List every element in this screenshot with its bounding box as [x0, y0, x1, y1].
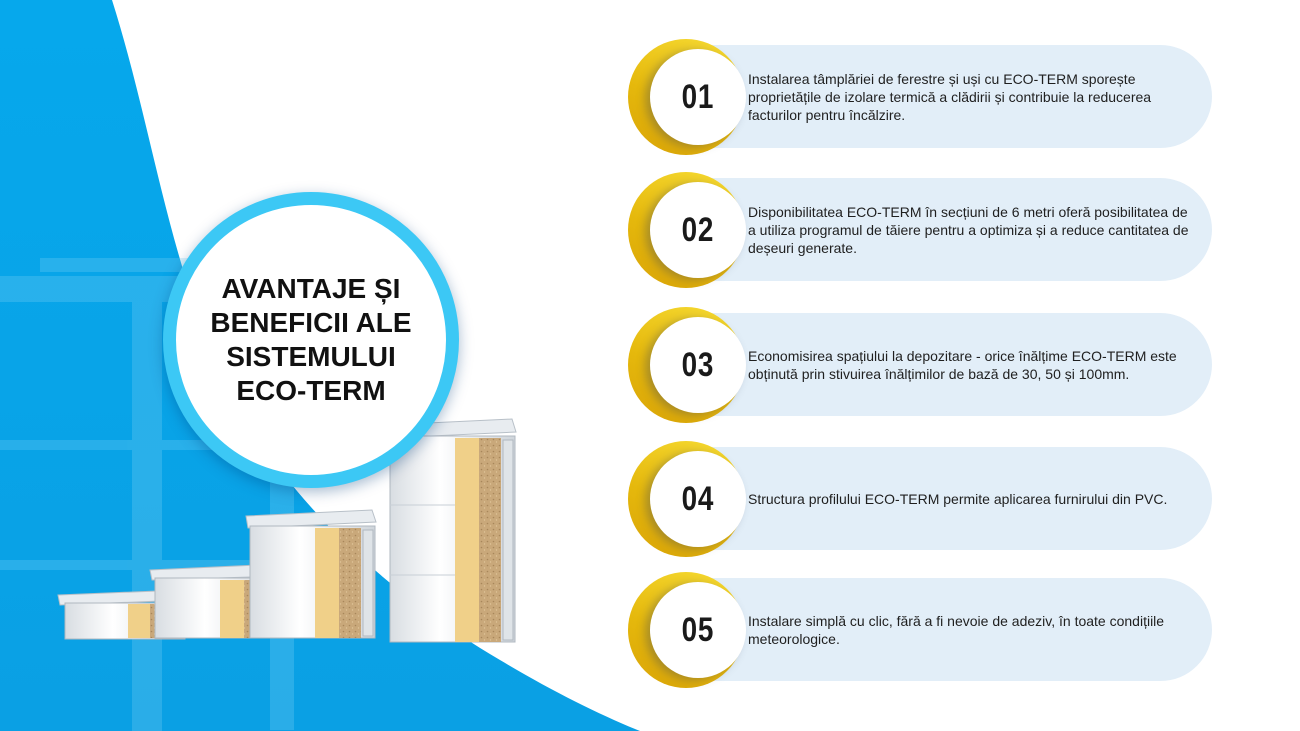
benefit-card-5	[630, 578, 1212, 681]
number-badge	[650, 582, 746, 678]
slide-title: AVANTAJE ȘI BENEFICII ALE SISTEMULUI ECO-TERM	[210, 273, 412, 406]
benefit-text: Economisirea spațiului la depozitare - orice înălțime ECO-TERM este obținută prin stivuirea înălțimilor de bază de 30, 50 și 100mm.	[748, 347, 1177, 382]
benefit-card-4	[630, 447, 1212, 550]
number-badge	[650, 451, 746, 547]
benefit-number: 01	[681, 77, 715, 116]
benefit-card-2	[630, 178, 1212, 281]
benefit-card-1	[630, 45, 1212, 148]
benefit-text: Instalarea tâmplăriei de ferestre și uși cu ECO-TERM sporește proprietățile de izolare termică a clădirii și contribuie la reducerea facturilor pentru încălzire.	[748, 70, 1152, 123]
benefit-text: Instalare simplă cu clic, fără a fi nevoie de adeziv, în toate condițiile meteorologice.	[748, 612, 1165, 647]
number-badge	[650, 317, 746, 413]
profile-large	[246, 510, 376, 638]
benefit-number: 04	[681, 479, 715, 518]
benefit-number: 03	[681, 345, 715, 384]
benefit-text: Structura profilului ECO-TERM permite aplicarea furnirului din PVC.	[748, 490, 1168, 507]
number-badge	[650, 49, 746, 145]
benefit-card-3	[630, 313, 1212, 416]
title-circle	[163, 192, 459, 488]
benefit-text: Disponibilitatea ECO-TERM în secțiuni de 6 metri oferă posibilitatea de a utiliza programul de tăiere pentru a optimiza și a reduce cantitatea de deșeuri generate.	[748, 203, 1189, 256]
number-badge	[650, 182, 746, 278]
benefit-number: 05	[681, 610, 715, 649]
benefit-number: 02	[681, 210, 715, 249]
